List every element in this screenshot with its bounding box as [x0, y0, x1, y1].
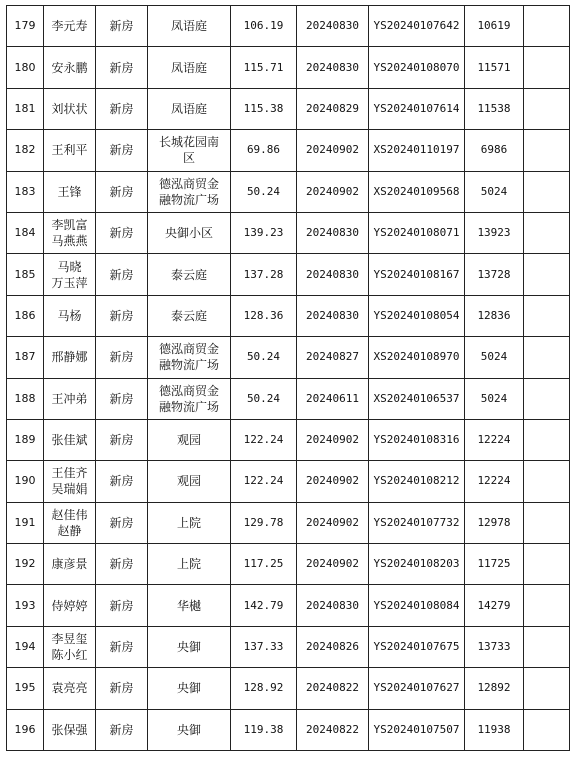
- buyer-name: [44, 461, 96, 502]
- house-type: 新房: [96, 6, 148, 47]
- buyer-name-line: 刘状状: [51, 101, 88, 116]
- subsidy-amount: 13923: [465, 212, 524, 253]
- subsidy-amount: 11571: [465, 47, 524, 88]
- project-name-line: 融物流广场: [158, 192, 219, 207]
- subsidy-amount: 11538: [465, 88, 524, 129]
- contract-date: 20240902: [297, 419, 369, 460]
- buyer-name-line: 赵静: [57, 523, 82, 538]
- table-row: [7, 130, 570, 171]
- contract-code: YS20240108071: [369, 212, 465, 253]
- row-number: 193: [7, 585, 44, 626]
- project-name: [148, 295, 231, 336]
- project-name-line: 泰云庭: [170, 308, 207, 323]
- project-name-line: 上院: [176, 515, 201, 530]
- project-name: [148, 461, 231, 502]
- table-row: [7, 88, 570, 129]
- contract-code: XS20240108970: [369, 337, 465, 378]
- remark-cell: [524, 626, 570, 667]
- remark-cell: [524, 378, 570, 419]
- buyer-name-line: 李凯富: [51, 218, 88, 233]
- project-name-line: 长城花园南: [158, 135, 219, 150]
- project-name-line: 融物流广场: [158, 399, 219, 414]
- buyer-name-line: 康彦景: [51, 557, 88, 572]
- buyer-name-line: 王锋: [57, 184, 82, 199]
- buyer-name: [44, 709, 96, 750]
- buyer-name-line: 李昱玺: [51, 632, 88, 647]
- floor-area: 128.92: [231, 668, 297, 709]
- project-name-line: 央御: [176, 722, 201, 737]
- table-row: [7, 461, 570, 502]
- floor-area: 69.86: [231, 130, 297, 171]
- buyer-name-line: 王冲弟: [51, 391, 88, 406]
- project-name: [148, 668, 231, 709]
- buyer-name: [44, 668, 96, 709]
- floor-area: 142.79: [231, 585, 297, 626]
- contract-date: 20240611: [297, 378, 369, 419]
- house-type: 新房: [96, 171, 148, 212]
- table-row: [7, 212, 570, 253]
- project-name: [148, 171, 231, 212]
- remark-cell: [524, 337, 570, 378]
- house-type: 新房: [96, 378, 148, 419]
- subsidy-amount: 13728: [465, 254, 524, 295]
- project-name: [148, 88, 231, 129]
- project-name-line: 观园: [176, 433, 201, 448]
- subsidy-amount: 10619: [465, 6, 524, 47]
- table-row: [7, 171, 570, 212]
- contract-code: XS20240109568: [369, 171, 465, 212]
- table-row: [7, 709, 570, 750]
- buyer-name-line: 李元寿: [51, 19, 88, 34]
- buyer-name-line: 王佳齐: [51, 466, 88, 481]
- house-type: 新房: [96, 130, 148, 171]
- buyer-name-line: 马杨: [57, 308, 82, 323]
- house-type: 新房: [96, 544, 148, 585]
- buyer-name-line: 马燕燕: [51, 234, 88, 249]
- buyer-name-line: 张保强: [51, 722, 88, 737]
- table-row: [7, 419, 570, 460]
- contract-date: 20240830: [297, 585, 369, 626]
- buyer-name: [44, 337, 96, 378]
- contract-date: 20240822: [297, 668, 369, 709]
- contract-date: 20240830: [297, 212, 369, 253]
- house-type: 新房: [96, 626, 148, 667]
- remark-cell: [524, 709, 570, 750]
- subsidy-amount: 5024: [465, 171, 524, 212]
- subsidy-amount: 5024: [465, 378, 524, 419]
- project-name: [148, 585, 231, 626]
- floor-area: 115.38: [231, 88, 297, 129]
- contract-code: YS20240108316: [369, 419, 465, 460]
- remark-cell: [524, 419, 570, 460]
- row-number: 196: [7, 709, 44, 750]
- remark-cell: [524, 212, 570, 253]
- project-name: [148, 378, 231, 419]
- row-number: 191: [7, 502, 44, 543]
- table-row: [7, 254, 570, 295]
- project-name: [148, 337, 231, 378]
- project-name-line: 央御: [176, 681, 201, 696]
- floor-area: 137.33: [231, 626, 297, 667]
- floor-area: 50.24: [231, 337, 297, 378]
- remark-cell: [524, 130, 570, 171]
- project-name: [148, 212, 231, 253]
- contract-date: 20240830: [297, 47, 369, 88]
- row-number: 192: [7, 544, 44, 585]
- contract-date: 20240902: [297, 130, 369, 171]
- project-name-line: 德泓商贸金: [158, 383, 219, 398]
- table-row: [7, 626, 570, 667]
- contract-code: XS20240110197: [369, 130, 465, 171]
- table-row: [7, 544, 570, 585]
- buyer-name-line: 赵佳伟: [51, 507, 88, 522]
- subsidy-amount: 5024: [465, 337, 524, 378]
- table-row: [7, 47, 570, 88]
- buyer-name: [44, 212, 96, 253]
- floor-area: 117.25: [231, 544, 297, 585]
- contract-date: 20240827: [297, 337, 369, 378]
- project-name-line: 凤语庭: [170, 19, 207, 34]
- floor-area: 50.24: [231, 378, 297, 419]
- table-row: [7, 502, 570, 543]
- contract-date: 20240829: [297, 88, 369, 129]
- remark-cell: [524, 295, 570, 336]
- buyer-name-line: 马晓: [57, 259, 82, 274]
- row-number: 184: [7, 212, 44, 253]
- table-row: [7, 6, 570, 47]
- project-name: [148, 254, 231, 295]
- floor-area: 128.36: [231, 295, 297, 336]
- table-row: [7, 337, 570, 378]
- floor-area: 50.24: [231, 171, 297, 212]
- house-type: 新房: [96, 47, 148, 88]
- buyer-name: [44, 419, 96, 460]
- remark-cell: [524, 88, 570, 129]
- project-name: [148, 626, 231, 667]
- buyer-name: [44, 254, 96, 295]
- project-name-line: 央御: [176, 640, 201, 655]
- contract-date: 20240902: [297, 502, 369, 543]
- remark-cell: [524, 461, 570, 502]
- contract-code: YS20240107627: [369, 668, 465, 709]
- house-type: 新房: [96, 585, 148, 626]
- project-name-line: 德泓商贸金: [158, 342, 219, 357]
- contract-code: YS20240108054: [369, 295, 465, 336]
- table-row: [7, 668, 570, 709]
- project-name: [148, 544, 231, 585]
- subsidy-amount: 12224: [465, 419, 524, 460]
- project-name-line: 融物流广场: [158, 358, 219, 373]
- subsidy-amount: 6986: [465, 130, 524, 171]
- contract-code: YS20240107675: [369, 626, 465, 667]
- contract-code: YS20240107614: [369, 88, 465, 129]
- buyer-name-line: 安永鹏: [51, 60, 88, 75]
- remark-cell: [524, 502, 570, 543]
- house-type: 新房: [96, 212, 148, 253]
- contract-code: YS20240108203: [369, 544, 465, 585]
- house-type: 新房: [96, 668, 148, 709]
- floor-area: 139.23: [231, 212, 297, 253]
- project-name-line: 凤语庭: [170, 60, 207, 75]
- table-body: [7, 6, 570, 751]
- project-name-line: 观园: [176, 474, 201, 489]
- project-name: [148, 47, 231, 88]
- buyer-name-line: 袁亮亮: [51, 681, 88, 696]
- floor-area: 106.19: [231, 6, 297, 47]
- house-type: 新房: [96, 337, 148, 378]
- subsidy-amount: 12224: [465, 461, 524, 502]
- house-type: 新房: [96, 88, 148, 129]
- project-name-line: 凤语庭: [170, 101, 207, 116]
- project-name: [148, 6, 231, 47]
- buyer-name-line: 王利平: [51, 143, 88, 158]
- project-name-line: 泰云庭: [170, 267, 207, 282]
- row-number: 182: [7, 130, 44, 171]
- contract-code: YS20240108212: [369, 461, 465, 502]
- table-row: [7, 295, 570, 336]
- row-number: 185: [7, 254, 44, 295]
- project-name: [148, 709, 231, 750]
- contract-code: YS20240108084: [369, 585, 465, 626]
- buyer-name-line: 陈小红: [51, 648, 88, 663]
- contract-code: YS20240108167: [369, 254, 465, 295]
- project-name: [148, 419, 231, 460]
- project-name-line: 央御小区: [164, 226, 213, 241]
- project-name-line: 华樾: [176, 598, 201, 613]
- row-number: 187: [7, 337, 44, 378]
- subsidy-amount: 12836: [465, 295, 524, 336]
- floor-area: 115.71: [231, 47, 297, 88]
- floor-area: 129.78: [231, 502, 297, 543]
- contract-date: 20240830: [297, 254, 369, 295]
- project-name-line: 区: [182, 151, 195, 166]
- project-name: [148, 130, 231, 171]
- contract-date: 20240830: [297, 6, 369, 47]
- buyer-name: [44, 585, 96, 626]
- contract-date: 20240822: [297, 709, 369, 750]
- row-number: 186: [7, 295, 44, 336]
- contract-code: YS20240108070: [369, 47, 465, 88]
- contract-date: 20240902: [297, 461, 369, 502]
- subsidy-amount: 11938: [465, 709, 524, 750]
- buyer-name-line: 邢静娜: [51, 350, 88, 365]
- contract-code: YS20240107642: [369, 6, 465, 47]
- remark-cell: [524, 254, 570, 295]
- buyer-name-line: 张佳斌: [51, 433, 88, 448]
- floor-area: 137.28: [231, 254, 297, 295]
- contract-code: XS20240106537: [369, 378, 465, 419]
- house-type: 新房: [96, 419, 148, 460]
- buyer-name: [44, 378, 96, 419]
- buyer-name: [44, 544, 96, 585]
- buyer-name-line: 吴瑞娟: [51, 482, 88, 497]
- row-number: 189: [7, 419, 44, 460]
- house-type: 新房: [96, 709, 148, 750]
- row-number: 194: [7, 626, 44, 667]
- contract-code: YS20240107732: [369, 502, 465, 543]
- row-number: 188: [7, 378, 44, 419]
- row-number: 181: [7, 88, 44, 129]
- remark-cell: [524, 585, 570, 626]
- buyer-name-line: 侍婷婷: [51, 598, 88, 613]
- floor-area: 119.38: [231, 709, 297, 750]
- subsidy-amount: 13733: [465, 626, 524, 667]
- row-number: 183: [7, 171, 44, 212]
- remark-cell: [524, 47, 570, 88]
- contract-date: 20240830: [297, 295, 369, 336]
- contract-date: 20240902: [297, 544, 369, 585]
- contract-date: 20240902: [297, 171, 369, 212]
- buyer-name: [44, 47, 96, 88]
- contract-code: YS20240107507: [369, 709, 465, 750]
- row-number: 190: [7, 461, 44, 502]
- project-name-line: 上院: [176, 557, 201, 572]
- subsidy-amount: 12978: [465, 502, 524, 543]
- remark-cell: [524, 668, 570, 709]
- subsidy-amount: 14279: [465, 585, 524, 626]
- subsidy-amount: 12892: [465, 668, 524, 709]
- subsidy-table: [6, 5, 570, 751]
- house-type: 新房: [96, 254, 148, 295]
- buyer-name: [44, 295, 96, 336]
- remark-cell: [524, 6, 570, 47]
- row-number: 180: [7, 47, 44, 88]
- buyer-name: [44, 502, 96, 543]
- row-number: 195: [7, 668, 44, 709]
- subsidy-amount: 11725: [465, 544, 524, 585]
- buyer-name: [44, 171, 96, 212]
- buyer-name: [44, 88, 96, 129]
- floor-area: 122.24: [231, 461, 297, 502]
- table-row: [7, 585, 570, 626]
- row-number: 179: [7, 6, 44, 47]
- table-row: [7, 378, 570, 419]
- buyer-name: [44, 626, 96, 667]
- buyer-name: [44, 130, 96, 171]
- buyer-name: [44, 6, 96, 47]
- contract-date: 20240826: [297, 626, 369, 667]
- remark-cell: [524, 544, 570, 585]
- floor-area: 122.24: [231, 419, 297, 460]
- house-type: 新房: [96, 461, 148, 502]
- house-type: 新房: [96, 502, 148, 543]
- project-name: [148, 502, 231, 543]
- house-type: 新房: [96, 295, 148, 336]
- remark-cell: [524, 171, 570, 212]
- project-name-line: 德泓商贸金: [158, 176, 219, 191]
- buyer-name-line: 万玉萍: [51, 275, 88, 290]
